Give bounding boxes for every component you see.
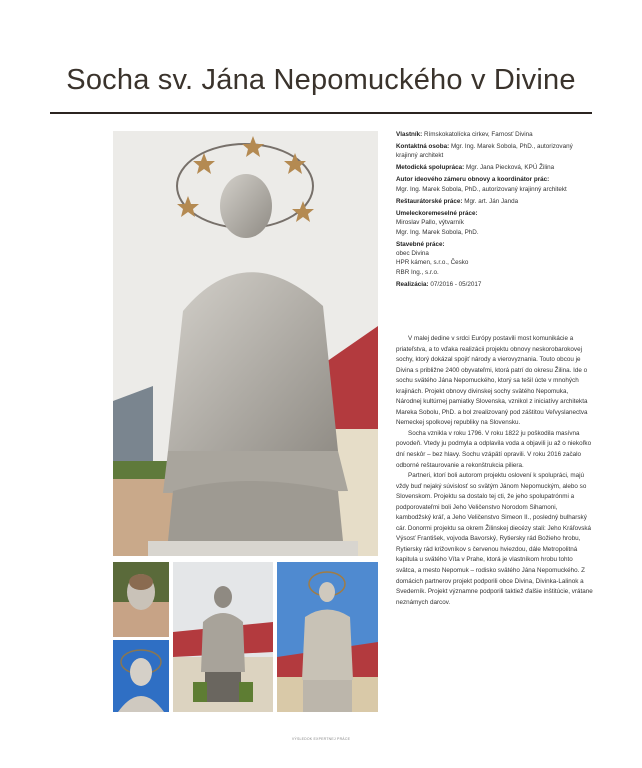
credit-restoration [396, 197, 596, 206]
footer-note: VÝSLEDOK EXPERTNEJ PRÁCE [291, 737, 351, 741]
credit-contact-value: Mgr. Ing. Marek Sobola, PhD., autorizovaný krajinný architekt [396, 143, 573, 160]
credit-methodical-value: Mgr. Jana Piecková, KPÚ Žilina [465, 164, 555, 172]
main-statue-photo [113, 131, 378, 556]
credit-owner-label: Vlastník: [396, 131, 423, 138]
credit-owner-value: Rímskokatolícka cirkev, Farnosť Divina [424, 131, 533, 138]
credit-craft-line: Mgr. Ing. Marek Sobola, PhD. [396, 228, 479, 236]
thumb-statue-after-photo [277, 562, 378, 712]
credit-craft [396, 209, 596, 237]
credit-construction-line: obec Divina [396, 250, 429, 258]
thumb-head-with-halo-photo [113, 640, 169, 712]
credit-methodical-label: Metodická spolupráca: [396, 164, 465, 172]
credit-methodical [396, 163, 596, 172]
credit-craft-label: Umeleckoremeselné práce: [396, 209, 478, 217]
credit-author-value: Mgr. Ing. Marek Sobola, PhD., autorizovaný krajinný architekt [396, 185, 567, 193]
credit-owner [396, 130, 596, 139]
body-paragraph-2: Socha vznikla v roku 1796. V roku 1822 ju poškodila masívna povodeň. Vtedy ju podmyla a odplavila voda a objavili ju až o niekoľko dní neskôr – bez hlavy. Sochu vzápätí opravili. V roku 2016 začalo odborné reštaurovanie a rekonštrukcia piliera. [396, 429, 592, 469]
body-paragraph-1: V malej dedine v srdci Európy postavili most komunikácie a priateľstva, a to vďaka realizácii projektu obnovy neskorobarokovej sochy, ktorý dokázal spojiť národy a vierovyznania. Touto obcou je Divina s približne 2400 obyvateľmi, ktorá patrí do okresu Žilina. Ide o sochu svätého Jána Nepomuckého, ktorý sa tešil úcte v mnohých krajinách. Projekt obnovy divinskej sochy svätého Nepomuka, Národnej kultúrnej pamiatky Slovenska, vznikol z iniciatívy architekta Mareka Sobolu, PhD. a bol zrealizovaný pod záštitou Veľvyslanectva Nemeckej spolkovej republiky na Slovensku. [396, 335, 588, 427]
article-body [396, 334, 594, 608]
credit-author-label: Autor ideového zámeru obnovy a koordinátor prác: [396, 176, 550, 184]
credit-craft-line: Miroslav Pallo, výtvarník [396, 219, 464, 227]
body-paragraph-3: Partneri, ktorí boli autorom projektu oslovení k spolupráci, majú vždy buď nejaký súvislosť so svätým Jánom Nepomuckým, alebo so Slovenskom. Projektu sa dostalo tej cti, že jeho spolupatrónmi a podporovateľmi boli Jeho Veličenstvo Norodom Sihamoni, kambodžský kráľ, a Jeho Veličenstvo Simeon II., posledný bulharský cár. Donormi projektu sa okrem Žilinskej diecézy stali: Jeho Kráľovská Výsosť František, vojvoda Bavorský, Rytiersky rád Božieho hrobu, Rytiersky rád križovníkov s červenou hviezdou, dále Metropolitná kapitula u svätého Víta v Prahe, ktorá je vlastníkom hrobu tohto svätca, a mesto Nepomuk – rodisko svätého Jána Nepomuckého. Z domácich partnerov projekt podporili obce Divina, Divinka-Lalinok a Svederník. Projekt významne podporili taktiež ďalšie inštitúcie, vrátane neznámych darcov. [396, 472, 593, 606]
credit-author [396, 175, 596, 194]
credit-restoration-label: Reštaurátorské práce: [396, 197, 463, 205]
page-title: Socha sv. Jána Nepomuckého v Divine [66, 64, 576, 96]
credit-construction-line: HPR kámen, s.r.o., Česko [396, 259, 469, 267]
credit-realization-label: Realizácia: [396, 280, 429, 288]
credit-construction-line: RBR Ing., s.r.o. [396, 268, 439, 276]
credit-construction-label: Stavebné práce: [396, 240, 445, 248]
thumb-restored-face-photo [113, 562, 169, 637]
thumb-statue-before-photo [173, 562, 273, 712]
credit-realization [396, 280, 596, 289]
credit-restoration-value: Mgr. art. Ján Janda [464, 197, 519, 205]
title-divider [50, 112, 592, 114]
credit-realization-value: 07/2016 - 05/2017 [430, 280, 482, 288]
credits-block [396, 130, 596, 292]
credit-construction [396, 240, 596, 278]
credit-contact [396, 142, 596, 161]
credit-contact-label: Kontaktná osoba: [396, 143, 450, 150]
